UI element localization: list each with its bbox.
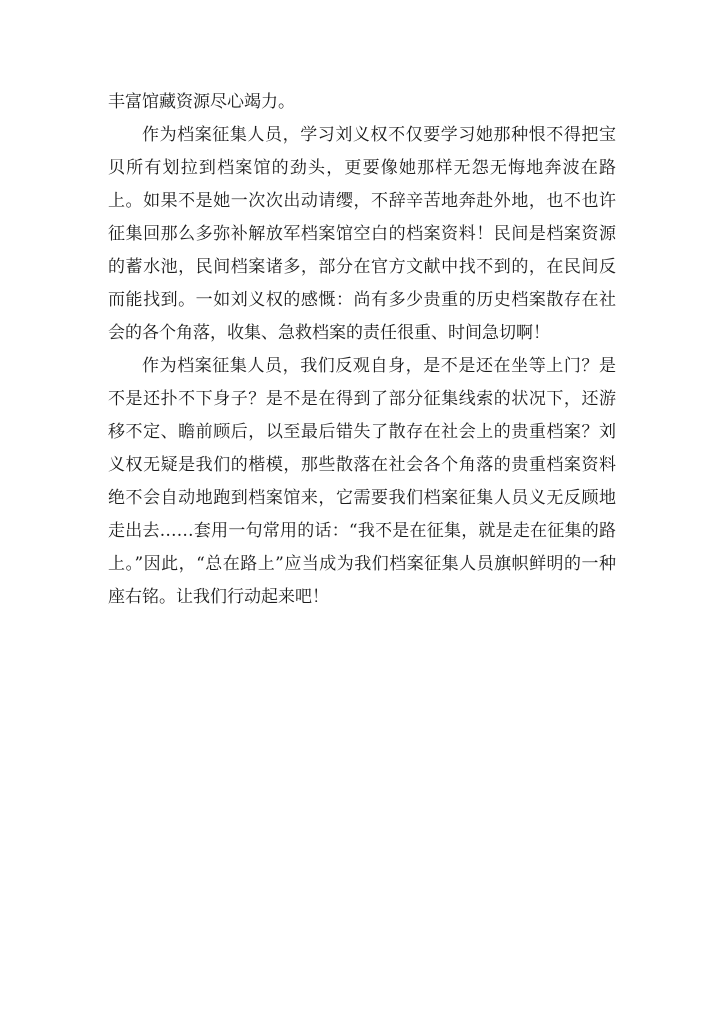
- paragraph-self-reflection: 作为档案征集人员，我们反观自身，是不是还在坐等上门？是不是还扑不下身子？是不是在得到了部分征集线索的状况下，还游移不定、瞻前顾后，以至最后错失了散存在社会上的贵重档案？刘义权无疑是我们的楷模，那些散落在社会各个角落的贵重档案资料绝不会自动地跑到档案馆来，它需要我们档案征集人员义无反顾地走出去……套用一句常用的话：“我不是在征集，就是走在征集的路上。”因此，“总在路上”应当成为我们档案征集人员旗帜鲜明的一种座右铭。让我们行动起来吧！: [108, 356, 616, 607]
- paragraph-continuation: 丰富馆藏资源尽心竭力。: [108, 92, 295, 112]
- document-body: [108, 86, 616, 614]
- paragraph-learning-from-liu: 作为档案征集人员，学习刘义权不仅要学习她那种恨不得把宝贝所有划拉到档案馆的劲头，更要像她那样无怨无悔地奔波在路上。如果不是她一次次出动请缨，不辞辛苦地奔赴外地，也不也许征集回那么多弥补解放军档案馆空白的档案资料！民间是档案资源的蓄水池，民间档案诸多，部分在官方文献中找不到的，在民间反而能找到。一如刘义权的感慨：尚有多少贵重的历史档案散存在社会的各个角落，收集、急救档案的责任很重、时间急切啊！: [108, 125, 616, 343]
